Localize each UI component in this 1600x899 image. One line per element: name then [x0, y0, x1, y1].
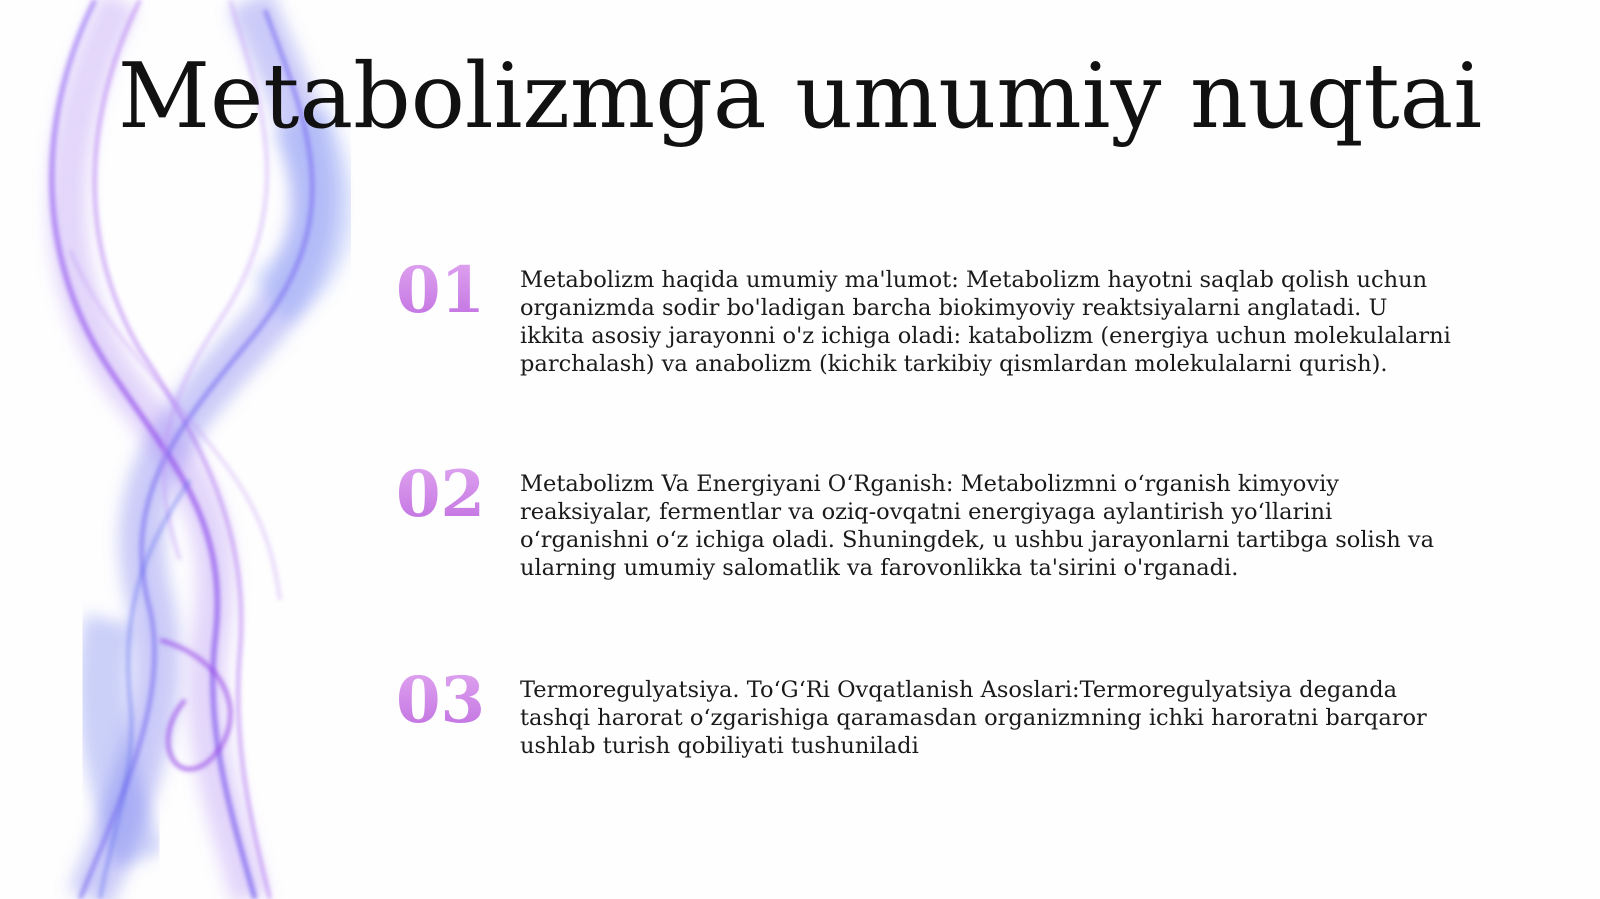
item-number: 03: [396, 666, 506, 736]
item-number: 02: [396, 460, 506, 530]
slide-title: Metabolizmga umumiy nuqtai: [117, 44, 1483, 149]
item-number: 01: [396, 256, 506, 326]
item-text: Metabolizm Va Energiyani O‘Rganish: Metabolizmni o‘rganish kimyoviy reaksiyalar, fermentlar va oziq-ovqatni energiyaga aylantirish yo‘llarini o‘rganishni o‘z ichiga oladi. Shuningdek, u ushbu jarayonlarni tartibga solish va ularning umumiy salomatlik va farovonlikka ta'sirini o'rganadi.: [520, 471, 1435, 581]
item-text: Termoregulyatsiya. To‘G‘Ri Ovqatlanish Asoslari:Termoregulyatsiya deganda tashqi harorat o‘zgarishiga qaramasdan organizmning ichki haroratni barqaror ushlab turish qobiliyati tushuniladi: [520, 677, 1427, 759]
item-text: Metabolizm haqida umumiy ma'lumot: Metabolizm hayotni saqlab qolish uchun organizmda sodir bo'ladigan barcha biokimyoviy reaktsiyalarni anglatadi. U ikkita asosiy jarayonni o'z ichiga oladi: katabolizm (energiya uchun molekulalarni parchalash) va anabolizm (kichik tarkibiy qismlardan molekulalarni qurish).: [520, 267, 1451, 377]
